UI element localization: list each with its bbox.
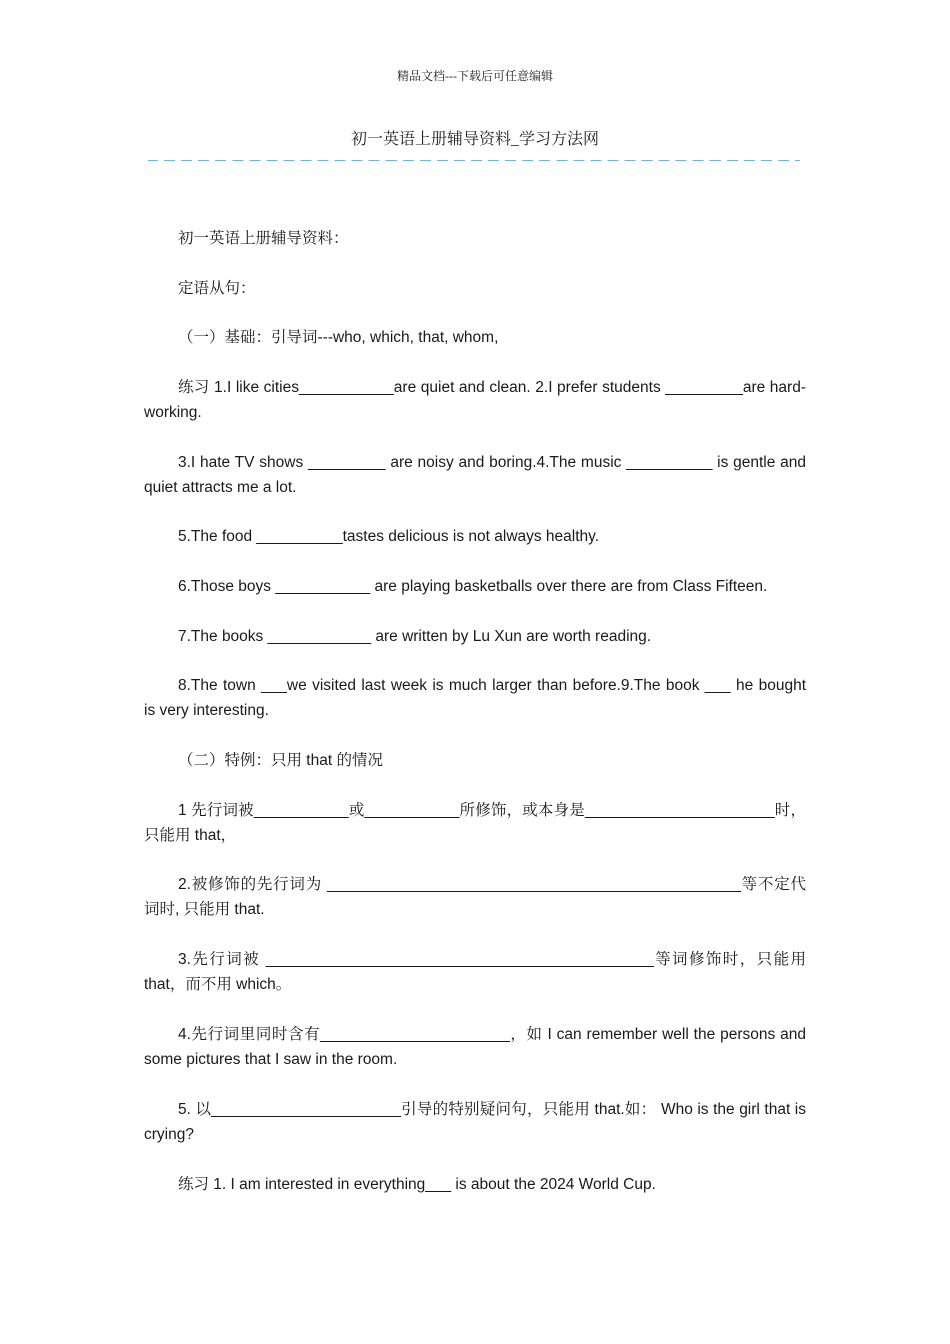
paragraph-rule-1: 1 先行词被___________或___________所修饰，或本身是______________________时，只能用 that，	[144, 802, 806, 844]
paragraph-rule-4: 4.先行词里同时含有______________________，如 I can remember well the persons and some pictures that I saw in the room.	[144, 1026, 806, 1068]
paragraph-exercise-5: 5.The food __________tastes delicious is not always healthy.	[178, 528, 600, 545]
paragraph-intro: 初一英语上册辅导资料：	[178, 230, 349, 247]
paragraph-exercise-1-2: 练习 1.I like cities___________are quiet and clean. 2.I prefer students _________are hard-working.	[144, 379, 806, 421]
paragraph-special-cases: （二）特例：只用 that 的情况	[178, 752, 383, 769]
paragraph-rule-5: 5. 以______________________引导的特别疑问句，只能用 that.如： Who is the girl that is crying?	[144, 1101, 806, 1143]
document-title: 初一英语上册辅导资料_学习方法网	[350, 131, 599, 148]
paragraph-rule-2: 2.被修饰的先行词为 ________________________________________________等不定代词时, 只能用 that.	[144, 876, 806, 918]
title-divider	[148, 160, 800, 161]
paragraph-exercise-8-9: 8.The town ___we visited last week is much larger than before.9.The book ___ he bought is very interesting.	[144, 677, 806, 719]
paragraph-exercise-3-4: 3.I hate TV shows _________ are noisy and boring.4.The music __________ is gentle and quiet attracts me a lot.	[144, 454, 806, 496]
paragraph-section-heading: 定语从句：	[178, 280, 256, 297]
paragraph-exercise-6: 6.Those boys ___________ are playing basketballs over there are from Class Fifteen.	[178, 578, 768, 595]
paragraph-practice-1: 练习 1. I am interested in everything___ is about the 2024 World Cup.	[178, 1176, 656, 1193]
header-note: 精品文档---下载后可任意编辑	[397, 69, 553, 83]
paragraph-rule-3: 3.先行词被 _____________________________________________等词修饰时，只能用 that，而不用 which。	[144, 951, 806, 993]
paragraph-basics: （一）基础：引导词---who, which, that, whom,	[178, 329, 499, 346]
paragraph-exercise-7: 7.The books ____________ are written by Lu Xun are worth reading.	[178, 628, 652, 645]
